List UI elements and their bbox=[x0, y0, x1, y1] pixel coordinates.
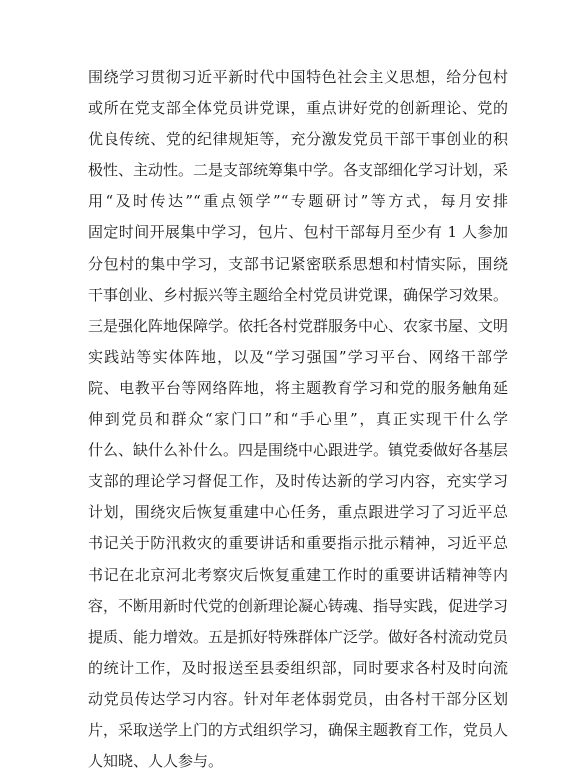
text-line: 片，采取送学上门的方式组织学习，确保主题教育工作，党员人 bbox=[88, 720, 509, 739]
text-line: 计划，围绕灾后恢复重建中心任务，重点跟进学习了习近平总 bbox=[88, 503, 508, 522]
text-line: 或所在党支部全体党员讲党课，重点讲好党的创新理论、党的 bbox=[88, 99, 508, 118]
text-line: 书记关于防汛救灾的重要讲话和重要指示批示精神，习近平总 bbox=[88, 534, 508, 553]
text-line: 优良传统、党的纪律规矩等，充分激发党员干部干事创业的积 bbox=[88, 130, 508, 149]
text-line: 人知晓、人人参与。 bbox=[88, 752, 224, 771]
text-line: 的统计工作，及时报送至县委组织部，同时要求各村及时向流 bbox=[88, 658, 508, 677]
text-line: 什么、缺什么补什么。四是围绕中心跟进学。镇党委做好各基层 bbox=[88, 441, 509, 460]
text-line: 分包村的集中学习，支部书记紧密联系思想和村情实际，围绕 bbox=[88, 254, 508, 273]
text-line: 容，不断用新时代党的创新理论凝心铸魂、指导实践，促进学习 bbox=[88, 596, 509, 615]
text-line: 极性、主动性。二是支部统筹集中学。各支部细化学习计划，采 bbox=[88, 161, 509, 180]
text-line: 用“及时传达”“重点领学”“专题研讨”等方式，每月安排 bbox=[88, 192, 508, 211]
text-line: 固定时间开展集中学习，包片、包村干部每月至少有 1 人参加 bbox=[88, 223, 508, 242]
text-line: 三是强化阵地保障学。依托各村党群服务中心、农家书屋、文明 bbox=[88, 316, 509, 335]
text-line: 院、电教平台等网络阵地，将主题教育学习和党的服务触角延 bbox=[88, 378, 508, 397]
text-line: 干事创业、乡村振兴等主题给全村党员讲党课，确保学习效果。 bbox=[88, 285, 509, 304]
text-line: 书记在北京河北考察灾后恢复重建工作时的重要讲话精神等内 bbox=[88, 565, 508, 584]
text-line: 提质、能力增效。五是抓好特殊群体广泛学。做好各村流动党员 bbox=[88, 627, 509, 646]
text-line: 围绕学习贯彻习近平新时代中国特色社会主义思想，给分包村 bbox=[88, 68, 508, 86]
text-line: 支部的理论学习督促工作，及时传达新的学习内容，充实学习 bbox=[88, 472, 508, 491]
text-line: 动党员传达学习内容。针对年老体弱党员，由各村干部分区划 bbox=[88, 689, 508, 708]
text-line: 伸到党员和群众“家门口”和“手心里”，真正实现干什么学 bbox=[88, 410, 508, 429]
body-paragraph bbox=[88, 62, 508, 777]
text-line: 实践站等实体阵地，以及“学习强国”学习平台、网络干部学 bbox=[88, 347, 508, 366]
